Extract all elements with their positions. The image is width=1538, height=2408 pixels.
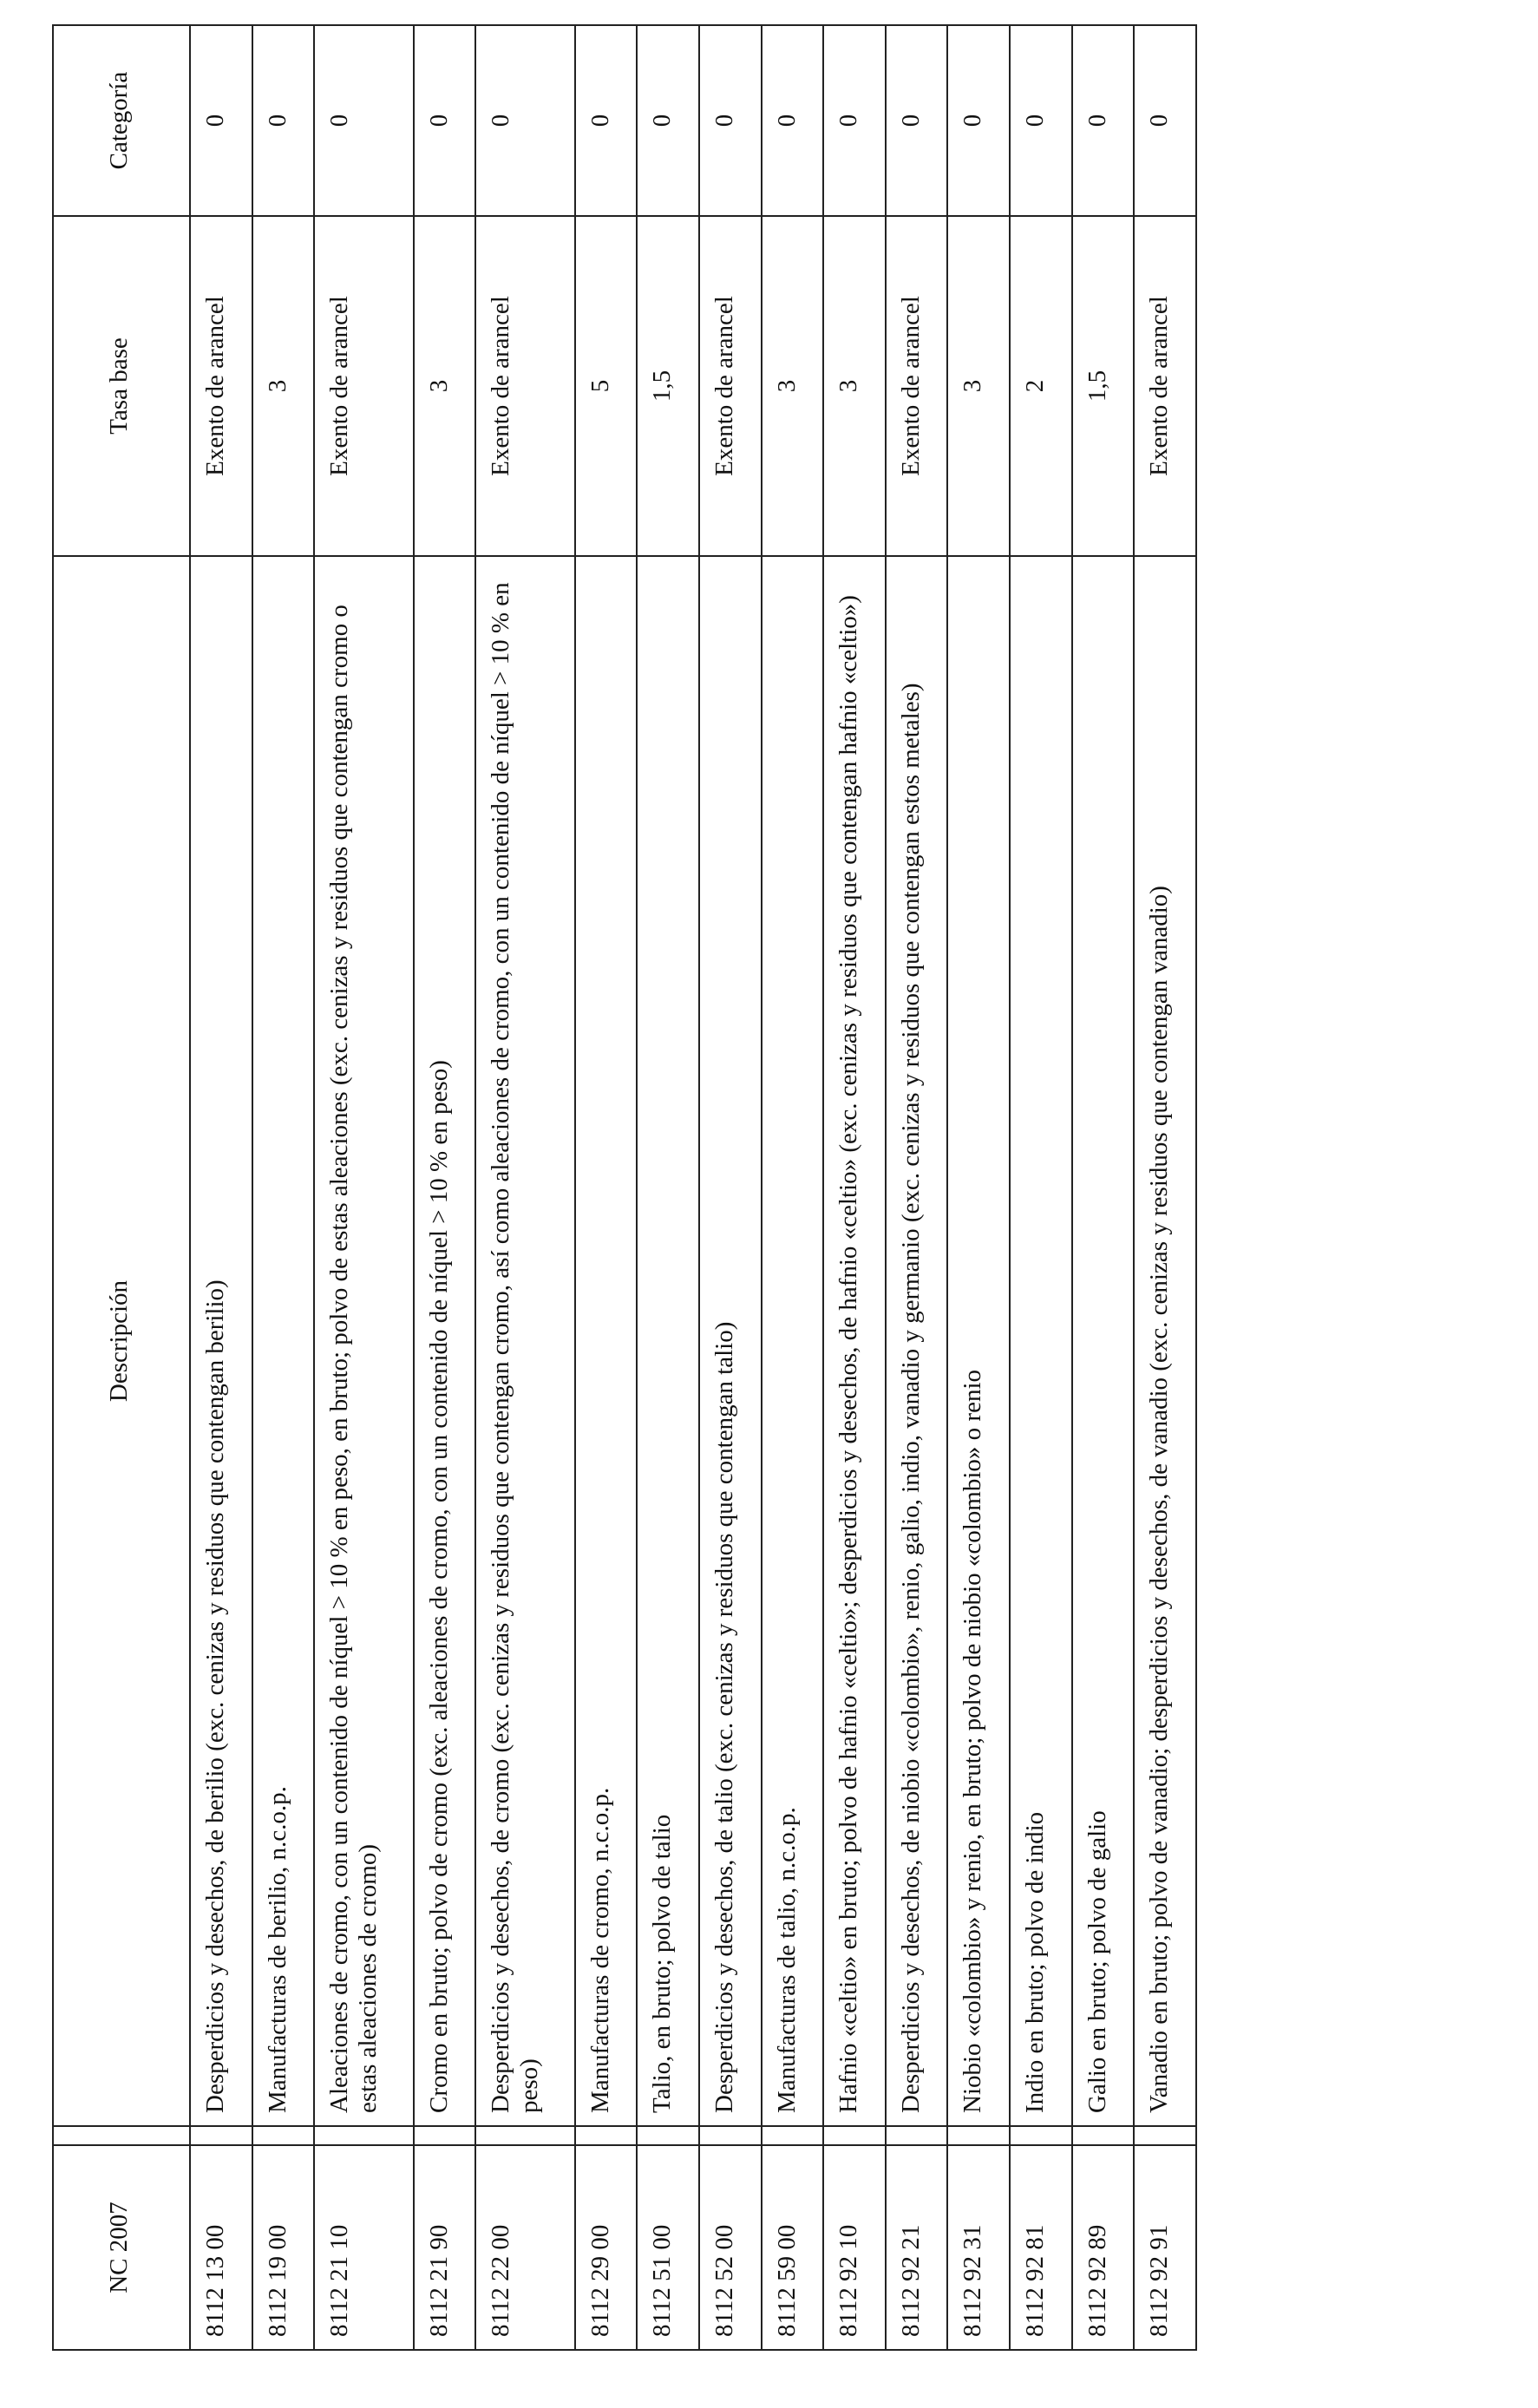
cell-spacer xyxy=(947,2126,1010,2145)
cell-base-rate: Exento de arancel xyxy=(1134,216,1196,556)
cell-spacer xyxy=(414,2126,476,2145)
table-row xyxy=(190,25,252,2350)
cell-base-rate: 3 xyxy=(823,216,886,556)
cell-code: 8112 19 00 xyxy=(252,2145,315,2350)
cell-code: 8112 13 00 xyxy=(190,2145,252,2350)
cell-description: Manufacturas de cromo, n.c.o.p. xyxy=(575,556,638,2126)
cell-category: 0 xyxy=(314,25,413,216)
cell-description: Aleaciones de cromo, con un contenido de níquel > 10 % en peso, en bruto; polvo de estas aleaciones (exc. cenizas y residuos que contengan cromo o estas aleaciones de cromo) xyxy=(314,556,413,2126)
cell-base-rate: 3 xyxy=(414,216,476,556)
cell-code: 8112 29 00 xyxy=(575,2145,638,2350)
table-row xyxy=(314,25,413,2350)
cell-code: 8112 92 21 xyxy=(886,2145,948,2350)
cell-description: Desperdicios y desechos, de niobio «colombio», renio, galio, indio, vanadio y germanio (exc. cenizas y residuos que contengan estos metales) xyxy=(886,556,948,2126)
table-row xyxy=(637,25,699,2350)
cell-spacer xyxy=(762,2126,824,2145)
table-row xyxy=(762,25,824,2350)
cell-code: 8112 92 81 xyxy=(1010,2145,1072,2350)
cell-category: 0 xyxy=(475,25,574,216)
rotated-table-page xyxy=(52,26,1197,2351)
cell-base-rate: 3 xyxy=(947,216,1010,556)
cell-spacer xyxy=(823,2126,886,2145)
cell-spacer xyxy=(637,2126,699,2145)
cell-spacer xyxy=(190,2126,252,2145)
table-row xyxy=(1072,25,1135,2350)
cell-code: 8112 22 00 xyxy=(475,2145,574,2350)
cell-category: 0 xyxy=(823,25,886,216)
cell-category: 0 xyxy=(1134,25,1196,216)
cell-description: Desperdicios y desechos, de berilio (exc. cenizas y residuos que contengan berilio) xyxy=(190,556,252,2126)
cell-category: 0 xyxy=(1072,25,1135,216)
cell-description: Manufacturas de berilio, n.c.o.p. xyxy=(252,556,315,2126)
cell-category: 0 xyxy=(190,25,252,216)
cell-base-rate: 3 xyxy=(762,216,824,556)
cell-description: Desperdicios y desechos, de cromo (exc. cenizas y residuos que contengan cromo, así como aleaciones de cromo, con un contenido de níquel > 10 % en peso) xyxy=(475,556,574,2126)
cell-category: 0 xyxy=(637,25,699,216)
table-row xyxy=(1010,25,1072,2350)
cell-spacer xyxy=(314,2126,413,2145)
cell-spacer xyxy=(1072,2126,1135,2145)
cell-base-rate: 3 xyxy=(252,216,315,556)
cell-description: Desperdicios y desechos, de talio (exc. cenizas y residuos que contengan talio) xyxy=(699,556,762,2126)
table-header-row xyxy=(53,25,190,2350)
cell-spacer xyxy=(1134,2126,1196,2145)
cell-base-rate: 1,5 xyxy=(1072,216,1135,556)
header-base-rate: Tasa base xyxy=(53,216,190,556)
table-row xyxy=(252,25,315,2350)
cell-base-rate: Exento de arancel xyxy=(190,216,252,556)
cell-code: 8112 21 90 xyxy=(414,2145,476,2350)
cell-spacer xyxy=(1010,2126,1072,2145)
cell-spacer xyxy=(699,2126,762,2145)
cell-code: 8112 52 00 xyxy=(699,2145,762,2350)
cell-spacer xyxy=(575,2126,638,2145)
table-row xyxy=(823,25,886,2350)
table-row xyxy=(575,25,638,2350)
table-body xyxy=(190,25,1196,2350)
cell-code: 8112 59 00 xyxy=(762,2145,824,2350)
table-row xyxy=(699,25,762,2350)
cell-description: Manufacturas de talio, n.c.o.p. xyxy=(762,556,824,2126)
cell-base-rate: Exento de arancel xyxy=(699,216,762,556)
table-row xyxy=(886,25,948,2350)
cell-category: 0 xyxy=(575,25,638,216)
tariff-table xyxy=(52,24,1197,2351)
cell-spacer xyxy=(475,2126,574,2145)
cell-base-rate: 1,5 xyxy=(637,216,699,556)
cell-category: 0 xyxy=(699,25,762,216)
cell-description: Vanadio en bruto; polvo de vanadio; desperdicios y desechos, de vanadio (exc. cenizas y residuos que contengan vanadio) xyxy=(1134,556,1196,2126)
table-row xyxy=(947,25,1010,2350)
table-row xyxy=(475,25,574,2350)
header-spacer xyxy=(53,2126,190,2145)
cell-category: 0 xyxy=(947,25,1010,216)
cell-description: Cromo en bruto; polvo de cromo (exc. aleaciones de cromo, con un contenido de níquel > 10 % en peso) xyxy=(414,556,476,2126)
cell-base-rate: 5 xyxy=(575,216,638,556)
cell-category: 0 xyxy=(414,25,476,216)
cell-base-rate: 2 xyxy=(1010,216,1072,556)
table-row xyxy=(1134,25,1196,2350)
cell-code: 8112 92 91 xyxy=(1134,2145,1196,2350)
header-description: Descripción xyxy=(53,556,190,2126)
cell-code: 8112 92 10 xyxy=(823,2145,886,2350)
cell-code: 8112 92 31 xyxy=(947,2145,1010,2350)
cell-base-rate: Exento de arancel xyxy=(886,216,948,556)
cell-spacer xyxy=(886,2126,948,2145)
cell-base-rate: Exento de arancel xyxy=(314,216,413,556)
table-row xyxy=(414,25,476,2350)
cell-code: 8112 51 00 xyxy=(637,2145,699,2350)
cell-description: Indio en bruto; polvo de indio xyxy=(1010,556,1072,2126)
cell-category: 0 xyxy=(1010,25,1072,216)
cell-category: 0 xyxy=(886,25,948,216)
cell-description: Talio, en bruto; polvo de talio xyxy=(637,556,699,2126)
header-category: Categoría xyxy=(53,25,190,216)
cell-description: Hafnio «celtio» en bruto; polvo de hafnio «celtio»; desperdicios y desechos, de hafnio «celtio» (exc. cenizas y residuos que contengan hafnio «celtio») xyxy=(823,556,886,2126)
cell-code: 8112 21 10 xyxy=(314,2145,413,2350)
cell-description: Galio en bruto; polvo de galio xyxy=(1072,556,1135,2126)
cell-description: Niobio «colombio» y renio, en bruto; polvo de niobio «colombio» o renio xyxy=(947,556,1010,2126)
cell-spacer xyxy=(252,2126,315,2145)
cell-code: 8112 92 89 xyxy=(1072,2145,1135,2350)
header-code: NC 2007 xyxy=(53,2145,190,2350)
cell-category: 0 xyxy=(252,25,315,216)
cell-category: 0 xyxy=(762,25,824,216)
cell-base-rate: Exento de arancel xyxy=(475,216,574,556)
